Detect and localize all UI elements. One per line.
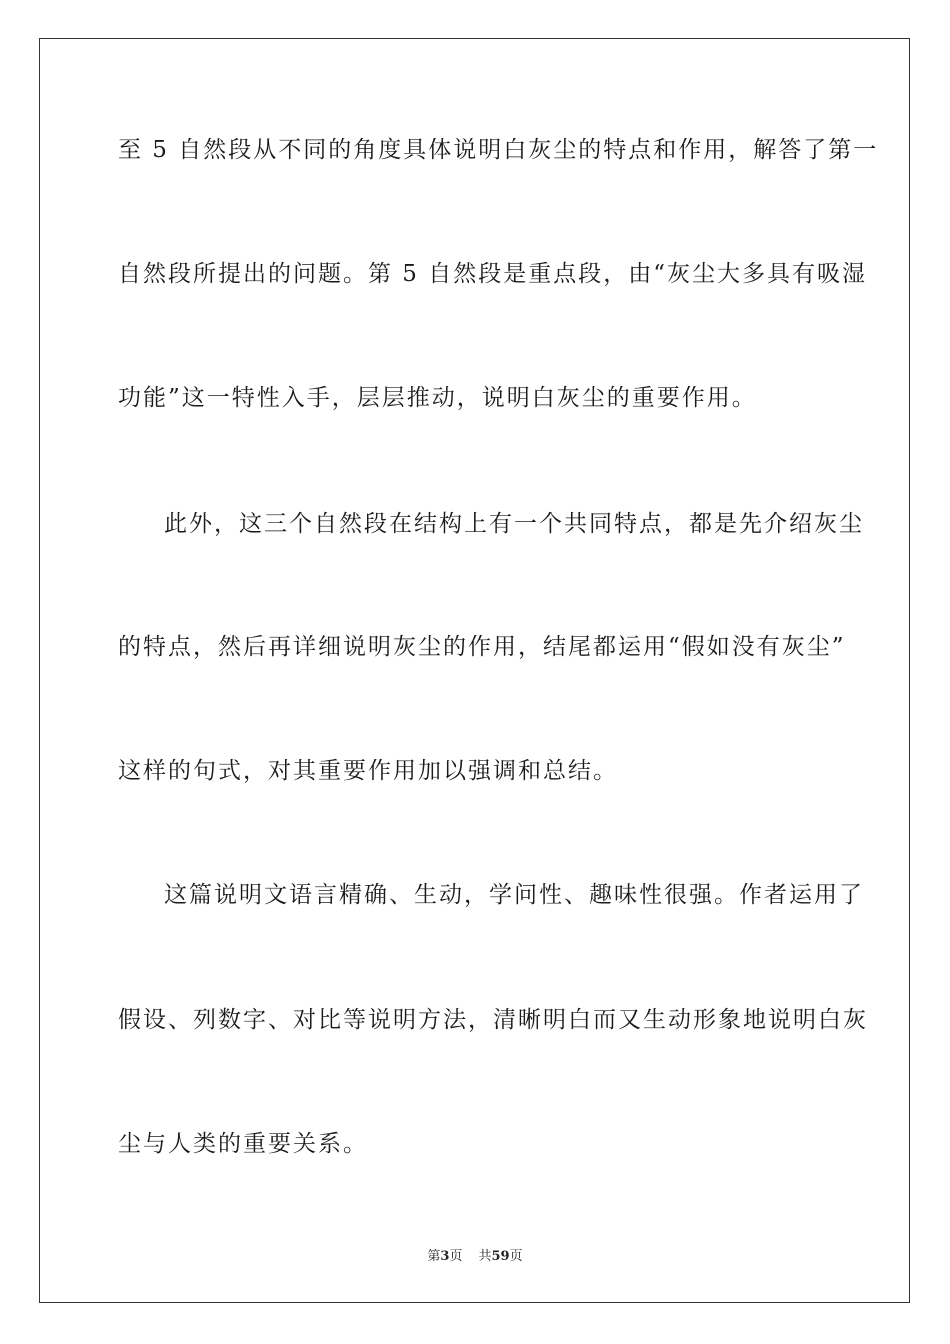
text-line: 至 5 自然段从不同的角度具体说明白灰尘的特点和作用，解答了第一 [118,137,879,163]
text-line: 假设、列数字、对比等说明方法，清晰明白而又生动形象地说明白灰 [118,1007,868,1033]
paragraph-first-line: 这篇说明文语言精确、生动，学问性、趣味性很强。作者运用了 [164,882,864,908]
text-line: 功能”这一特性入手，层层推动，说明白灰尘的重要作用。 [118,385,757,411]
text-line: 这样的句式，对其重要作用加以强调和总结。 [118,758,618,784]
total-suffix: 页 [509,1249,523,1264]
text-line: 的特点，然后再详细说明灰尘的作用，结尾都运用“假如没有灰尘” [118,634,846,660]
paragraph-first-line: 此外，这三个自然段在结构上有一个共同特点，都是先介绍灰尘 [164,511,864,537]
page-number: 3 [440,1249,450,1264]
page-suffix: 页 [449,1249,463,1264]
total-prefix: 共 [478,1249,492,1264]
total-pages: 59 [491,1249,510,1264]
page-prefix: 第 [427,1249,441,1264]
text-line: 自然段所提出的问题。第 5 自然段是重点段，由“灰尘大多具有吸湿 [118,261,868,287]
page-footer [0,1248,950,1266]
page-border [39,38,910,1303]
text-line: 尘与人类的重要关系。 [118,1131,368,1157]
